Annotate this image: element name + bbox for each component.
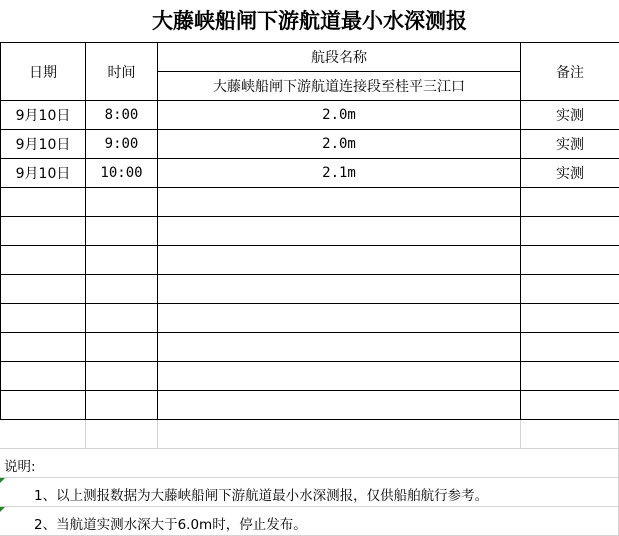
cell-depth: 2.0m [158,101,521,130]
cell-date: 9月10日 [1,130,86,159]
gridline [0,506,619,507]
note-line-1: 1、以上测报数据为大藤峡船闸下游航道最小水深测报，仅供船舶航行参考。 [34,488,489,504]
cell-remark: 实测 [521,159,619,188]
depth-report-table [0,42,619,420]
empty-row [1,217,619,246]
empty-row [1,188,619,217]
table-row [1,130,619,159]
cell-depth: 2.0m [158,130,521,159]
header-date: 日期 [1,43,86,101]
header-time: 时间 [86,43,158,101]
note-line-2: 2、当航道实测水深大于6.0m时，停止发布。 [34,517,307,533]
gridline [520,420,521,448]
table-row [1,101,619,130]
header-channel-group: 航段名称 [158,43,521,72]
cell-remark: 实测 [521,130,619,159]
report-title: 大藤峡船闸下游航道最小水深测报 [152,9,467,33]
table-row [1,159,619,188]
empty-row [1,333,619,362]
cell-time: 10:00 [86,159,158,188]
empty-row [1,362,619,391]
cell-depth: 2.1m [158,159,521,188]
empty-row [1,304,619,333]
gridline [85,420,86,448]
cell-remark: 实测 [521,101,619,130]
empty-row [1,391,619,420]
empty-row [1,275,619,304]
notes-heading: 说明: [4,459,36,475]
cell-time: 8:00 [86,101,158,130]
cell-date: 9月10日 [1,159,86,188]
comment-marker-icon [0,507,5,512]
cell-date: 9月10日 [1,101,86,130]
empty-row [1,246,619,275]
comment-marker-icon [0,478,5,483]
cell-time: 9:00 [86,130,158,159]
header-remark: 备注 [521,43,619,101]
header-channel-name: 大藤峡船闸下游航道连接段至桂平三江口 [158,72,521,101]
gridline [0,448,619,449]
gridline [0,477,619,478]
gridline [157,420,158,448]
